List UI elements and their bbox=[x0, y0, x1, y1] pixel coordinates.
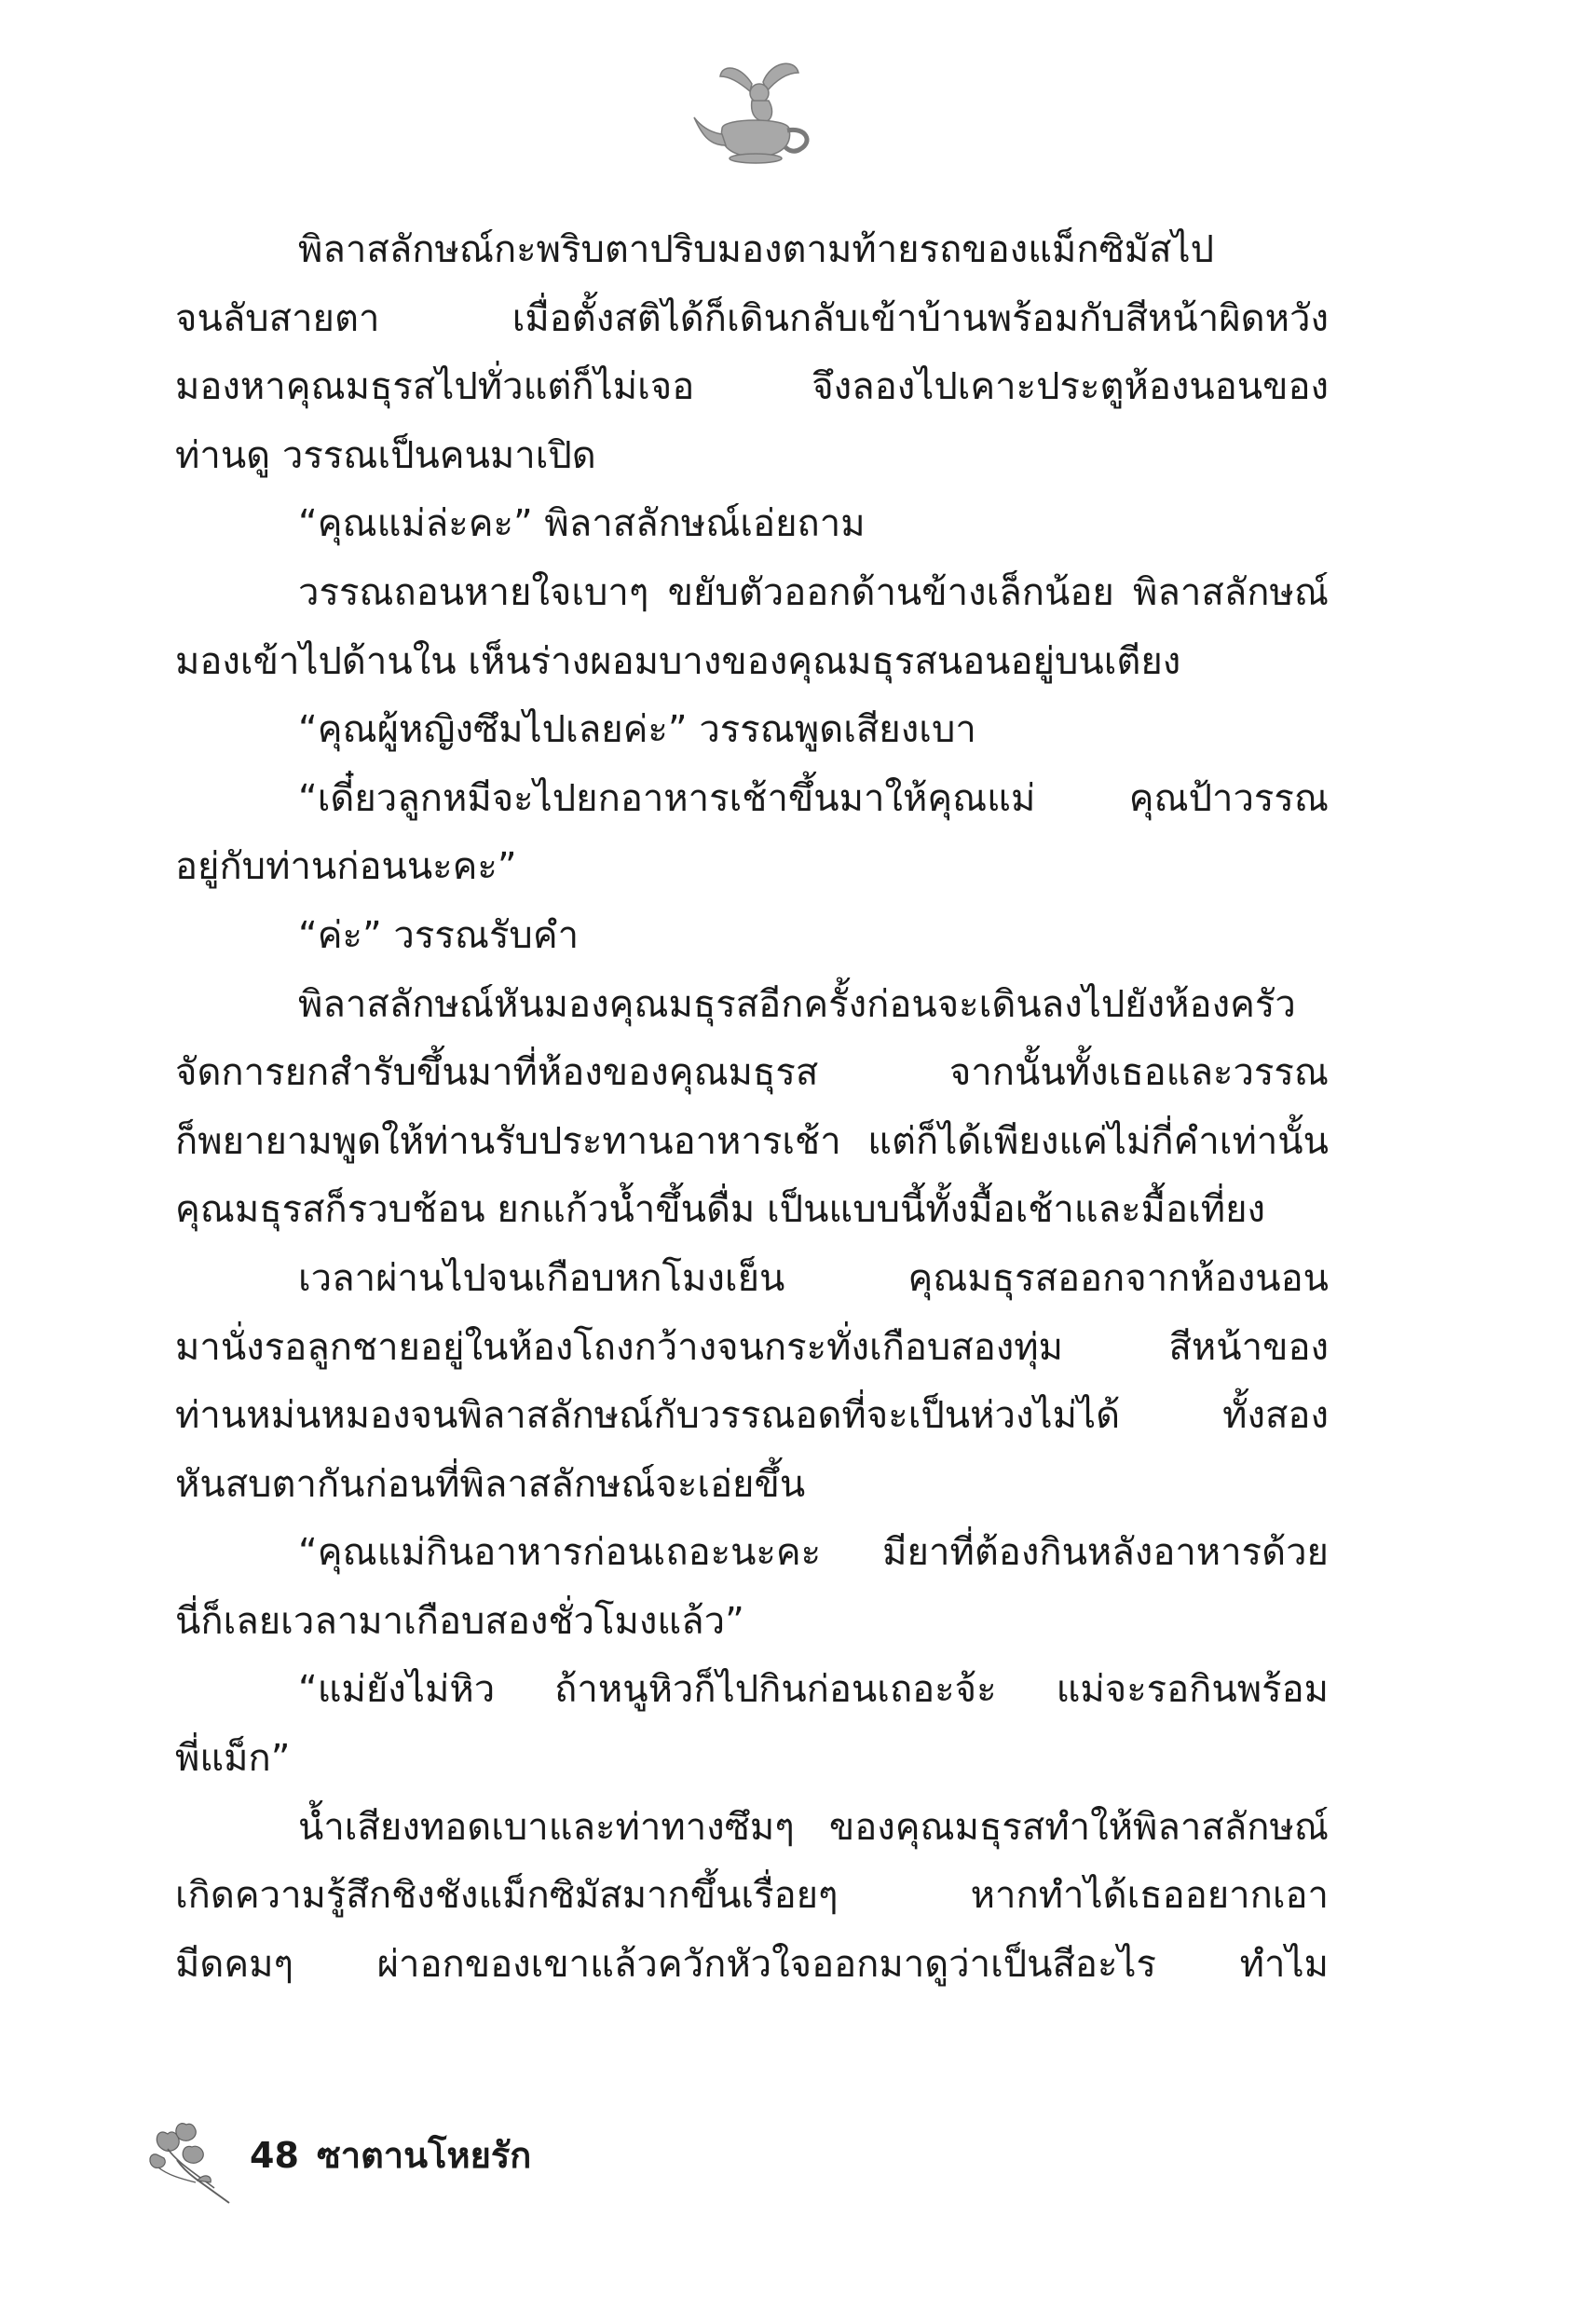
body-text bbox=[175, 216, 1329, 1999]
text-line: “คุณแม่ล่ะคะ” พิลาสลักษณ์เอ่ยถาม bbox=[298, 502, 866, 546]
text-line: จัดการยกสำรับขึ้นมาที่ห้องของคุณมธุรส จากนั้นทั้งเธอและวรรณ bbox=[175, 1051, 1329, 1095]
page-footer bbox=[140, 2106, 792, 2208]
text-line: มองหาคุณมธุรสไปทั่วแต่ก็ไม่เจอ จึงลองไปเคาะประตูห้องนอนของ bbox=[175, 365, 1329, 409]
text-line: อยู่กับท่านก่อนนะคะ” bbox=[175, 845, 517, 889]
text-line: พี่แม็ก” bbox=[175, 1737, 291, 1781]
text-line: “เดี๋ยวลูกหมีจะไปยกอาหารเช้าขึ้นมาให้คุณแม่ คุณป้าวรรณ bbox=[298, 776, 1329, 820]
page-number: 48 bbox=[250, 2135, 299, 2176]
text-line: พิลาสลักษณ์หันมองคุณมธุรสอีกครั้งก่อนจะเดินลงไปยังห้องครัว bbox=[298, 982, 1296, 1026]
text-line: นี่ก็เลยเวลามาเกือบสองชั่วโมงแล้ว” bbox=[175, 1599, 744, 1643]
text-line: เกิดความรู้สึกชิงชังแม็กซิมัสมากขึ้นเรื่อยๆ หากทำได้เธออยากเอา bbox=[175, 1874, 1329, 1918]
text-line: พิลาสลักษณ์กะพริบตาปริบมองตามท้ายรถของแม็กซิมัสไป bbox=[298, 228, 1215, 271]
text-line: วรรณถอนหายใจเบาๆ ขยับตัวออกด้านข้างเล็กน้อย พิลาสลักษณ์ bbox=[298, 570, 1329, 614]
text-line: “คุณผู้หญิงซึมไปเลยค่ะ” วรรณพูดเสียงเบา bbox=[298, 708, 976, 752]
text-line: มองเข้าไปด้านใน เห็นร่างผอมบางของคุณมธุรสนอนอยู่บนเตียง bbox=[175, 639, 1181, 683]
book-title: ซาตานโหยรัก bbox=[317, 2135, 532, 2176]
cupid-teapot-ornament-icon bbox=[685, 56, 825, 168]
text-line: ท่านดู วรรณเป็นคนมาเปิด bbox=[175, 433, 596, 477]
text-line: หันสบตากันก่อนที่พิลาสลักษณ์จะเอ่ยขึ้น bbox=[175, 1462, 806, 1506]
text-line: มานั่งรอลูกชายอยู่ในห้องโถงกว้างจนกระทั่งเกือบสองทุ่ม สีหน้าของ bbox=[175, 1325, 1329, 1369]
rose-flower-icon bbox=[140, 2106, 233, 2208]
text-line: ท่านหม่นหมองจนพิลาสลักษณ์กับวรรณอดที่จะเป็นห่วงไม่ได้ ทั้งสอง bbox=[175, 1394, 1329, 1438]
text-line: “คุณแม่กินอาหารก่อนเถอะนะคะ มียาที่ต้องกินหลังอาหารด้วย bbox=[298, 1531, 1329, 1575]
text-line: “ค่ะ” วรรณรับคำ bbox=[298, 913, 580, 957]
text-line: มีดคมๆ ผ่าอกของเขาแล้วควักหัวใจออกมาดูว่าเป็นสีอะไร ทำไม bbox=[175, 1942, 1329, 1986]
text-line: “แม่ยังไม่หิว ถ้าหนูหิวก็ไปกินก่อนเถอะจ้ะ แม่จะรอกินพร้อม bbox=[298, 1668, 1329, 1712]
text-line: คุณมธุรสก็รวบช้อน ยกแก้วน้ำขึ้นดื่ม เป็นแบบนี้ทั้งมื้อเช้าและมื้อเที่ยง bbox=[175, 1188, 1266, 1232]
text-line: ก็พยายามพูดให้ท่านรับประทานอาหารเช้า แต่ก็ได้เพียงแค่ไม่กี่คำเท่านั้น bbox=[175, 1119, 1329, 1163]
text-line: น้ำเสียงทอดเบาและท่าทางซึมๆ ของคุณมธุรสทำให้พิลาสลักษณ์ bbox=[298, 1805, 1329, 1849]
text-line: จนลับสายตา เมื่อตั้งสติได้ก็เดินกลับเข้าบ้านพร้อมกับสีหน้าผิดหวัง bbox=[175, 296, 1329, 340]
text-line: เวลาผ่านไปจนเกือบหกโมงเย็น คุณมธุรสออกจากห้องนอน bbox=[298, 1256, 1329, 1300]
